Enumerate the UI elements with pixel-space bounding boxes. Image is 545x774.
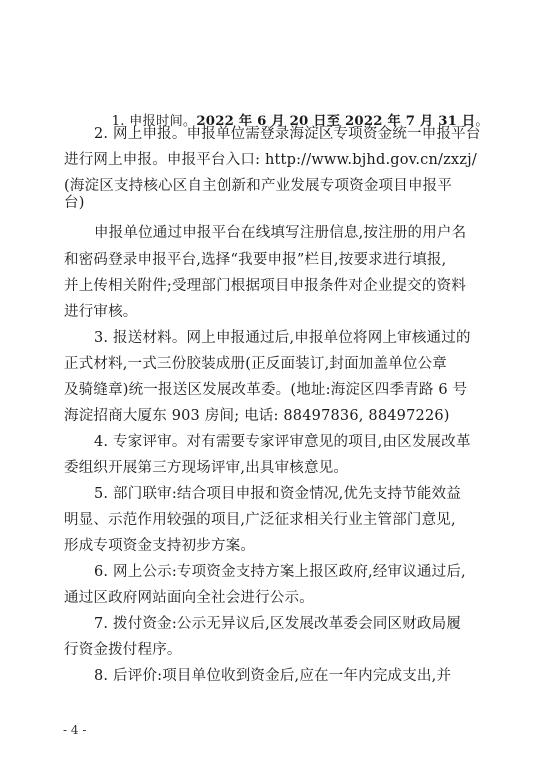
text-line-18: 形成专项资金支持初步方案。: [64, 538, 256, 554]
text-line-12: 及骑缝章)统一报送区发展改革委。(地址:海淀区四季青路 6 号: [64, 382, 468, 398]
text-line-10: 3. 报送材料。网上申报通过后,申报单位将网上审核通过的: [94, 330, 471, 346]
item-1-prefix: 1. 申报时间。: [111, 114, 197, 129]
item-1-dates: 2022 年 6 月 20 日至 2022 年 7 月 31 日: [196, 114, 476, 129]
text-line-8: 并上传相关附件;受理部门根据项目申报条件对企业提交的资料: [64, 278, 466, 294]
text-line-20: 通过区政府网站面向全社会进行公示。: [64, 590, 314, 606]
text-line-6: 申报单位通过申报平台在线填写注册信息,按注册的用户名: [94, 225, 467, 241]
text-line-13: 海淀招商大厦东 903 房间; 电话: 88497836, 88497226): [64, 408, 450, 424]
text-line-14: 4. 专家评审。对有需要专家评审意见的项目,由区发展改革: [94, 434, 471, 450]
text-line-4: (海淀区支持核心区自主创新和产业发展专项资金项目申报平: [64, 178, 453, 194]
text-line-11: 正式材料,一式三份胶装成册(正反面装订,封面加盖单位公章: [64, 356, 447, 372]
text-line-5: 台): [64, 195, 85, 211]
text-line-7: 和密码登录申报平台,选择“我要申报”栏目,按要求进行填报,: [64, 252, 447, 268]
text-line-16: 5. 部门联审:结合项目申报和资金情况,优先支持节能效益: [94, 486, 462, 502]
text-line-19: 6. 网上公示:专项资金支持方案上报区政府,经审议通过后,: [94, 564, 466, 580]
text-line-15: 委组织开展第三方现场评审,出具审核意见。: [64, 460, 349, 476]
item-1-tail: 。: [475, 114, 489, 129]
page-number: - 4 -: [63, 723, 87, 737]
text-line-2: 2. 网上申报。申报单位需登录海淀区专项资金统一申报平台: [94, 126, 481, 142]
text-line-3: 进行网上申报。申报平台入口: http://www.bjhd.gov.cn/zxzj/: [64, 152, 477, 168]
text-line-9: 进行审核。: [64, 304, 138, 320]
text-line-17: 明显、示范作用较强的项目,广泛征求相关行业主管部门意见,: [64, 512, 456, 528]
text-line-21: 7. 拨付资金:公示无异议后,区发展改革委会同区财政局履: [94, 616, 462, 632]
text-line-22: 行资金拨付程序。: [64, 642, 182, 658]
text-line-23: 8. 后评价:项目单位收到资金后,应在一年内完成支出,并: [94, 668, 452, 684]
